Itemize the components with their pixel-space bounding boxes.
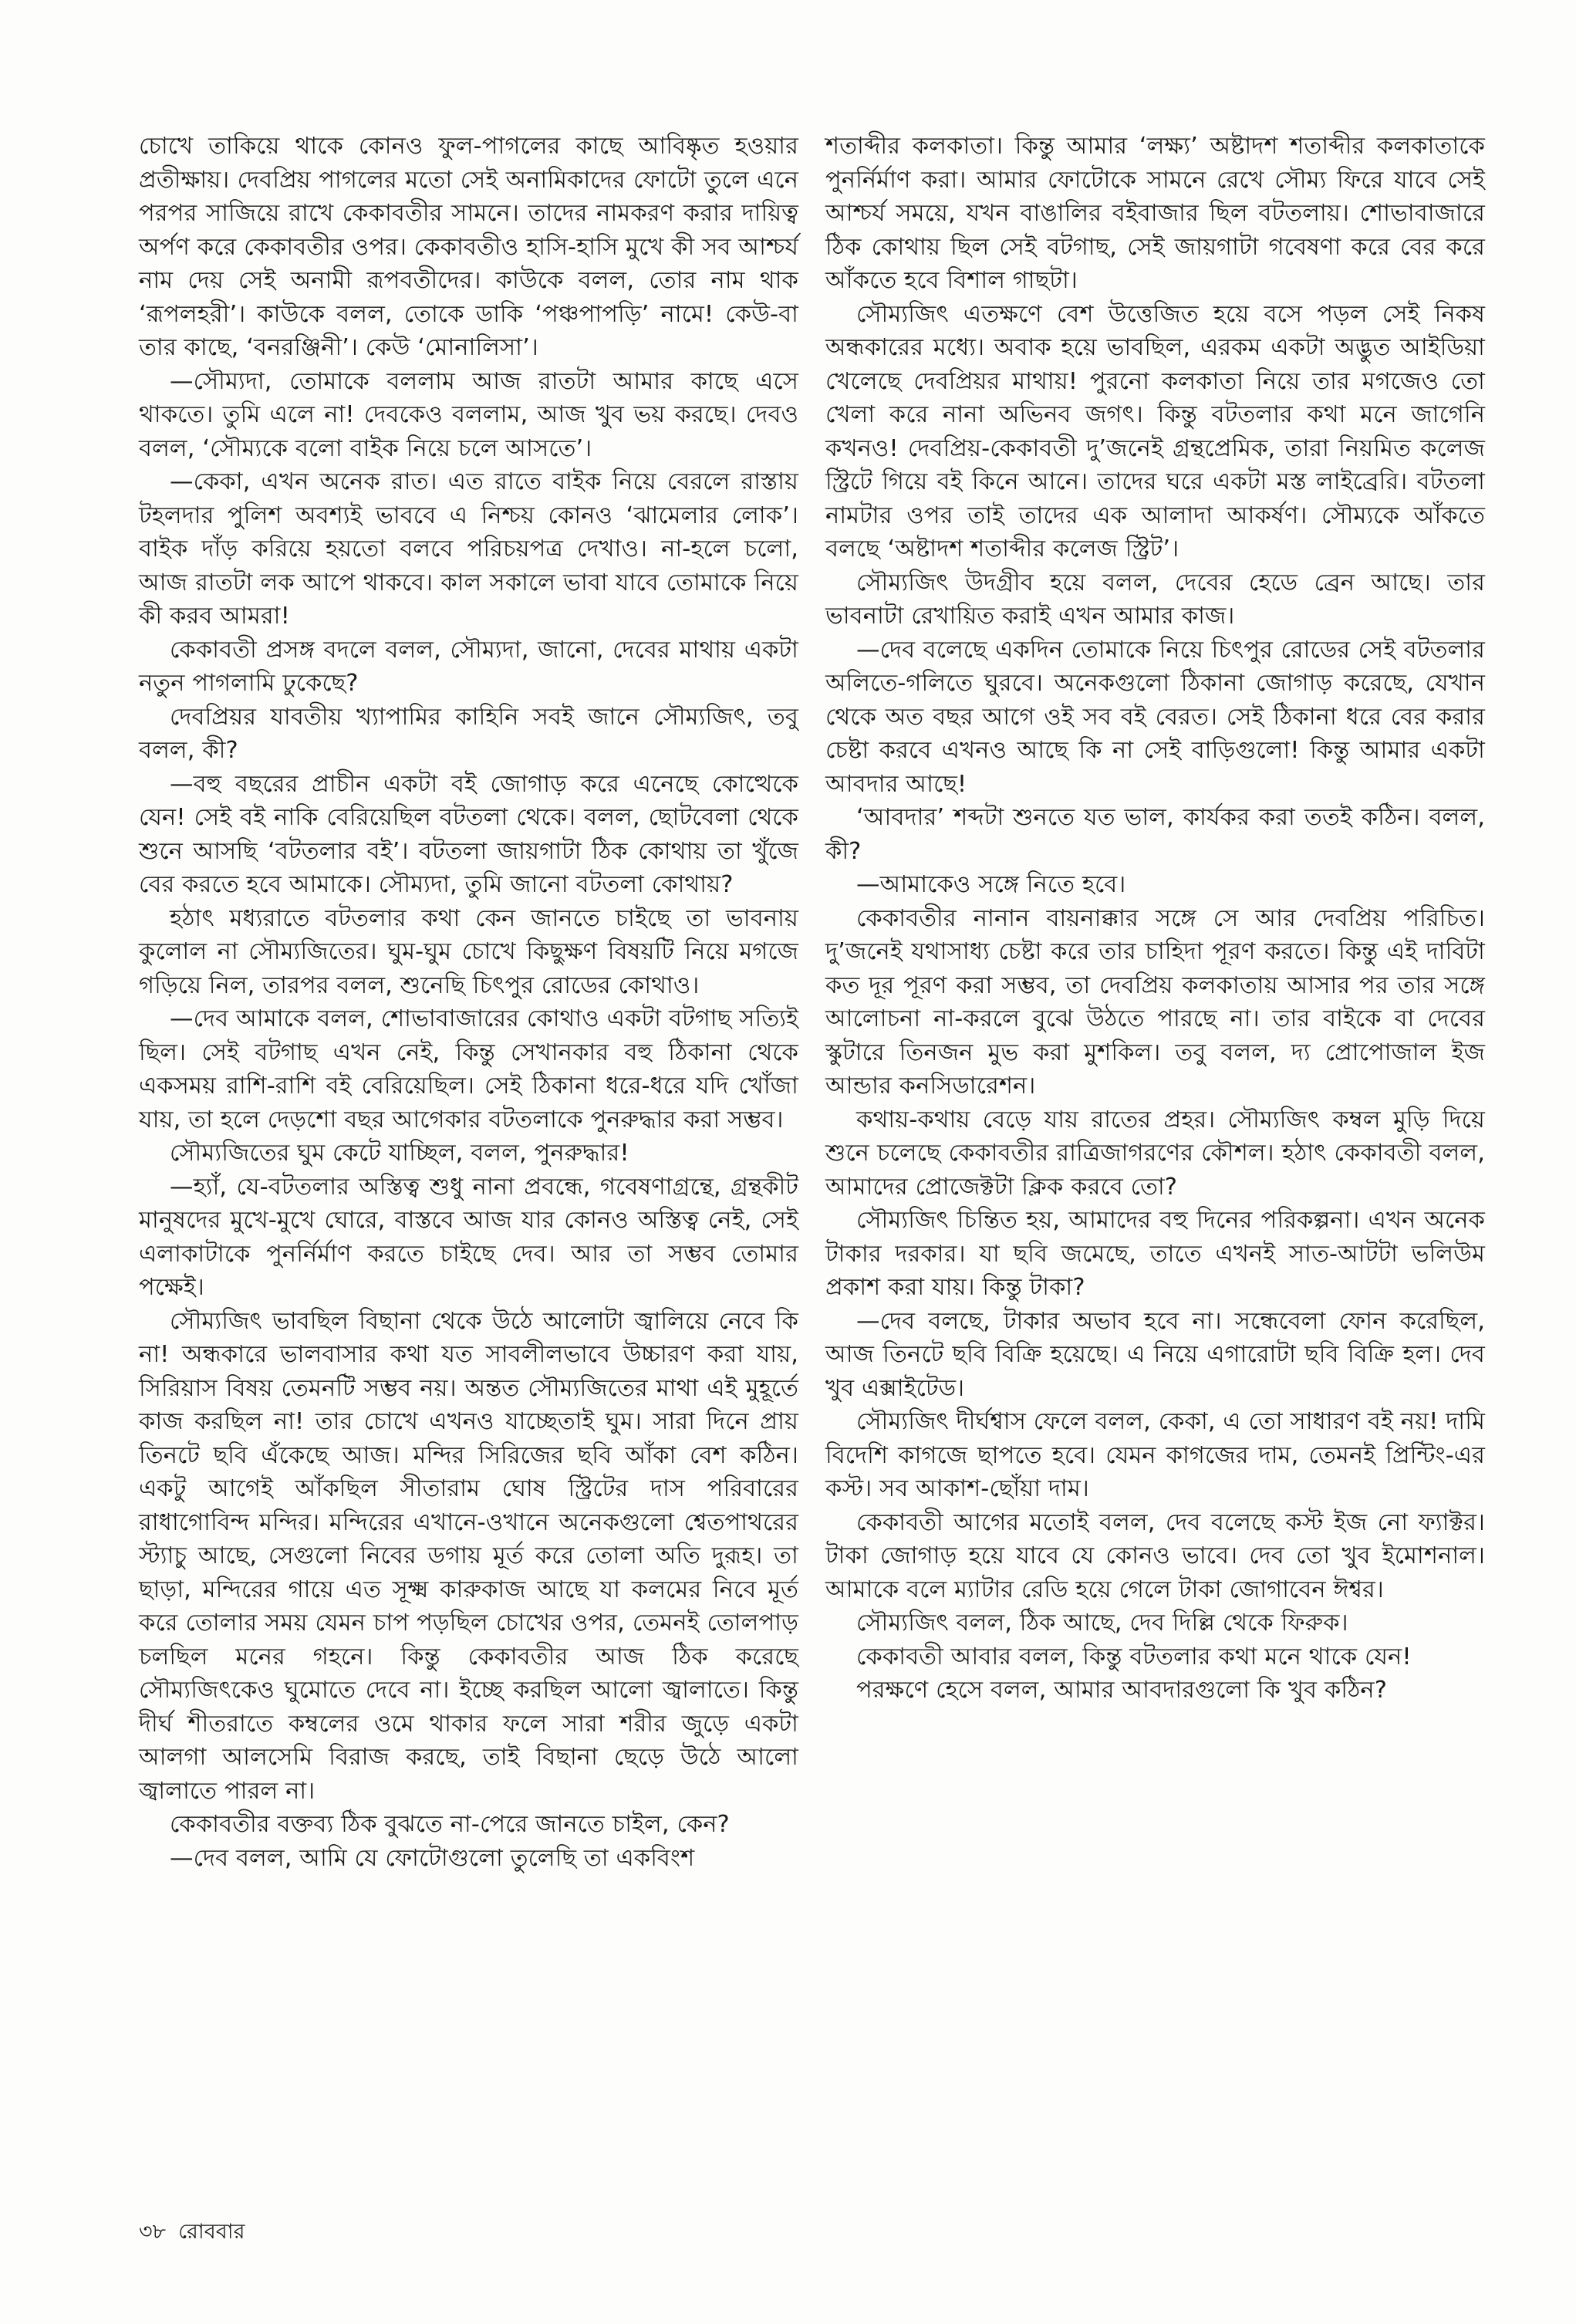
- paragraph: চোখে তাকিয়ে থাকে কোনও ফুল-পাগলের কাছে আবিষ্কৃত হওয়ার প্রতীক্ষায়। দেবপ্রিয় পাগলের মতো সেই অনামিকাদের ফোটো তুলে এনে পরপর সাজিয়ে রাখে কেকাবতীর সামনে। তাদের নামকরণ করার দায়িত্ব অর্পণ করে কেকাবতীর ওপর। কেকাবতীও হাসি-হাসি মুখে কী সব আশ্চর্য নাম দেয় সেই অনামী রূপবতীদের। কাউকে বলল, তোর নাম থাক ‘রূপলহরী’। কাউকে বলল, তোকে ডাকি ‘পঞ্চপাপড়ি’ নামে! কেউ-বা তার কাছে, ‘বনরঞ্জিনী’। কেউ ‘মোনালিসা’।: [139, 133, 798, 361]
- left-column: [139, 130, 798, 1875]
- paragraph: শতাব্দীর কলকাতা। কিন্তু আমার ‘লক্ষ্য’ অষ্টাদশ শতাব্দীর কলকাতাকে পুনর্নির্মাণ করা। আমার ফোটোকে সামনে রেখে সৌম্য ফিরে যাবে সেই আশ্চর্য সময়ে, যখন বাঙালির বইবাজার ছিল বটতলায়। শোভাবাজারে ঠিক কোথায় ছিল সেই বটগাছ, সেই জায়গাটা গবেষণা করে বের করে আঁকতে হবে বিশাল গাছটা।: [825, 133, 1485, 294]
- paragraph: —দেব বলেছে একদিন তোমাকে নিয়ে চিৎপুর রোডের সেই বটতলার অলিতে-গলিতে ঘুরবে। অনেকগুলো ঠিকানা জোগাড় করেছে, যেখান থেকে অত বছর আগে ওই সব বই বেরত। সেই ঠিকানা ধরে বের করার চেষ্টা করবে এখনও আছে কি না সেই বাড়িগুলো! কিন্তু আমার একটা আবদার আছে!: [825, 636, 1485, 798]
- paragraph: —দেব বলল, আমি যে ফোটোগুলো তুলেছি তা একবিংশ: [170, 1844, 695, 1872]
- paragraph: দেবপ্রিয়র যাবতীয় খ্যাপামির কাহিনি সবই জানে সৌম্যজিৎ, তবু বলল, কী?: [139, 703, 798, 764]
- paragraph: কেকাবতী আগের মতোই বলল, দেব বলেছে কস্ট ইজ নো ফ্যাক্টর। টাকা জোগাড় হয়ে যাবে যে কোনও ভাবে। দেব তো খুব ইমোশনাল। আমাকে বলে ম্যাটার রেডি হয়ে গেলে টাকা জোগাবেন ঈশ্বর।: [825, 1508, 1485, 1603]
- paragraph: কথায়-কথায় বেড়ে যায় রাতের প্রহর। সৌম্যজিৎ কম্বল মুড়ি দিয়ে শুনে চলেছে কেকাবতীর রাত্রিজাগরণের কৌশল। হঠাৎ কেকাবতী বলল, আমাদের প্রোজেক্টটা ক্লিক করবে তো?: [825, 1106, 1485, 1201]
- paragraph: —আমাকেও সঙ্গে নিতে হবে।: [856, 871, 1126, 898]
- paragraph: সৌম্যজিৎ উদগ্রীব হয়ে বলল, দেবের হেডে ব্রেন আছে। তার ভাবনাটা রেখায়িত করাই এখন আমার কাজ।: [825, 569, 1485, 630]
- paragraph: সৌম্যজিৎ এতক্ষণে বেশ উত্তেজিত হয়ে বসে পড়ল সেই নিকষ অন্ধকারের মধ্যে। অবাক হয়ে ভাবছিল, এরকম একটা অদ্ভুত আইডিয়া খেলেছে দেবপ্রিয়র মাথায়! পুরনো কলকাতা নিয়ে তার মগজেও তো খেলা করে নানা অভিনব জগৎ। কিন্তু বটতলার কথা মনে জাগেনি কখনও! দেবপ্রিয়-কেকাবতী দু’জনেই গ্রন্থপ্রেমিক, তারা নিয়মিত কলেজ স্ট্রিটে গিয়ে বই কিনে আনে। তাদের ঘরে একটা মস্ত লাইব্রেরি। বটতলা নামটার ওপর তাই তাদের এক আলাদা আকর্ষণ। সৌম্যকে আঁকতে বলছে ‘অষ্টাদশ শতাব্দীর কলেজ স্ট্রিট’।: [825, 300, 1485, 562]
- paragraph: কেকাবতী প্রসঙ্গ বদলে বলল, সৌম্যদা, জানো, দেবের মাথায় একটা নতুন পাগলামি ঢুকেছে?: [139, 636, 798, 697]
- paragraph: পরক্ষণে হেসে বলল, আমার আবদারগুলো কি খুব কঠিন?: [856, 1677, 1388, 1704]
- paragraph: ‘আবদার’ শব্দটা শুনতে যত ভাল, কার্যকর করা ততই কঠিন। বলল, কী?: [825, 804, 1485, 865]
- paragraph: হঠাৎ মধ্যরাতে বটতলার কথা কেন জানতে চাইছে তা ভাবনায় কুলোল না সৌম্যজিতের। ঘুম-ঘুম চোখে কিছুক্ষণ বিষয়টি নিয়ে মগজে গড়িয়ে নিল, তারপর বলল, শুনেছি চিৎপুর রোডের কোথাও।: [139, 904, 798, 999]
- paragraph: —হ্যাঁ, যে-বটতলার অস্তিত্ব শুধু নানা প্রবন্ধে, গবেষণাগ্রন্থে, গ্রন্থকীট মানুষদের মুখে-মুখে ঘোরে, বাস্তবে আজ যার কোনও অস্তিত্ব নেই, সেই এলাকাটাকে পুনর্নির্মাণ করতে চাইছে দেব। আর তা সম্ভব তোমার পক্ষেই।: [139, 1173, 798, 1301]
- right-column: [825, 130, 1485, 1708]
- paragraph: —দেব বলছে, টাকার অভাব হবে না। সন্ধেবেলা ফোন করেছিল, আজ তিনটে ছবি বিক্রি হয়েছে। এ নিয়ে এগারোটা ছবি বিক্রি হল। দেব খুব এক্সাইটেড।: [825, 1307, 1485, 1402]
- paragraph: —বহু বছরের প্রাচীন একটা বই জোগাড় করে এনেছে কোত্থেকে যেন! সেই বই নাকি বেরিয়েছিল বটতলা থেকে। বলল, ছোটবেলা থেকে শুনে আসছি ‘বটতলার বই’। বটতলা জায়গাটা ঠিক কোথায় তা খুঁজে বের করতে হবে আমাকে। সৌম্যদা, তুমি জানো বটতলা কোথায়?: [139, 770, 798, 898]
- paragraph: কেকাবতীর বক্তব্য ঠিক বুঝতে না-পেরে জানতে চাইল, কেন?: [170, 1811, 730, 1838]
- page-number: ৩৮: [139, 2220, 167, 2244]
- page-footer: [139, 2216, 257, 2251]
- paragraph: কেকাবতী আবার বলল, কিন্তু বটতলার কথা মনে থাকে যেন!: [856, 1643, 1412, 1670]
- paragraph: কেকাবতীর নানান বায়নাক্কার সঙ্গে সে আর দেবপ্রিয় পরিচিত। দু’জনেই যথাসাধ্য চেষ্টা করে তার চাহিদা পূরণ করতে। কিন্তু এই দাবিটা কত দূর পূরণ করা সম্ভব, তা দেবপ্রিয় কলকাতায় আসার পর তার সঙ্গে আলোচনা না-করলে বুঝে উঠতে পারছে না। তার বাইকে বা দেবের স্কুটারে তিনজন মুভ করা মুশকিল। তবু বলল, দ্য প্রোপোজাল ইজ আন্ডার কনসিডারেশন।: [825, 904, 1485, 1100]
- paragraph: —দেব আমাকে বলল, শোভাবাজারের কোথাও একটা বটগাছ সত্যিই ছিল। সেই বটগাছ এখন নেই, কিন্তু সেখানকার বহু ঠিকানা থেকে একসময় রাশি-রাশি বই বেরিয়েছিল। সেই ঠিকানা ধরে-ধরে যদি খোঁজা যায়, তা হলে দেড়শো বছর আগেকার বটতলাকে পুনরুদ্ধার করা সম্ভব।: [139, 1005, 798, 1133]
- paragraph: সৌম্যজিৎ দীর্ঘশ্বাস ফেলে বলল, কেকা, এ তো সাধারণ বই নয়! দামি বিদেশি কাগজে ছাপতে হবে। যেমন কাগজের দাম, তেমনই প্রিন্টিং-এর কস্ট। সব আকাশ-ছোঁয়া দাম।: [825, 1408, 1485, 1502]
- paragraph: সৌম্যজিৎ ভাবছিল বিছানা থেকে উঠে আলোটা জ্বালিয়ে নেবে কি না! অন্ধকারে ভালবাসার কথা যত সাবলীলভাবে উচ্চারণ করা যায়, সিরিয়াস বিষয় তেমনটি সম্ভব নয়। অন্তত সৌম্যজিতের মাথা এই মুহূর্তে কাজ করছিল না! তার চোখে এখনও যাচ্ছেতাই ঘুম। সারা দিনে প্রায় তিনটে ছবি এঁকেছে আজ। মন্দির সিরিজের ছবি আঁকা বেশ কঠিন। একটু আগেই আঁকছিল সীতারাম ঘোষ স্ট্রিটের দাস পরিবারের রাধাগোবিন্দ মন্দির। মন্দিরের এখানে-ওখানে অনেকগুলো শ্বেতপাথরের স্ট্যাচু আছে, সেগুলো নিবের ডগায় মূর্ত করে তোলা অতি দুরূহ। তা ছাড়া, মন্দিরের গায়ে এত সূক্ষ্ম কারুকাজ আছে যা কলমের নিবে মূর্ত করে তোলার সময় যেমন চাপ পড়ছিল চোখের ওপর, তেমনই তোলপাড় চলছিল মনের গহনে। কিন্তু কেকাবতীর আজ ঠিক করেছে সৌম্যজিৎকেও ঘুমোতে দেবে না। ইচ্ছে করছিল আলো জ্বালাতে। কিন্তু দীর্ঘ শীতরাতে কম্বলের ওমে থাকার ফলে সারা শরীর জুড়ে একটা আলগা আলসেমি বিরাজ করছে, তাই বিছানা ছেড়ে উঠে আলো জ্বালাতে পারল না।: [139, 1307, 798, 1805]
- paragraph: সৌম্যজিৎ বলল, ঠিক আছে, দেব দিল্লি থেকে ফিরুক।: [856, 1610, 1348, 1637]
- paragraph: সৌম্যজিৎ চিন্তিত হয়, আমাদের বহু দিনের পরিকল্পনা। এখন অনেক টাকার দরকার। যা ছবি জমেছে, তাতে এখনই সাত-আটটা ভলিউম প্রকাশ করা যায়। কিন্তু টাকা?: [825, 1207, 1485, 1301]
- publication-name: রোববার: [178, 2220, 245, 2244]
- paragraph: —সৌম্যদা, তোমাকে বললাম আজ রাতটা আমার কাছে এসে থাকতে। তুমি এলে না! দেবকেও বললাম, আজ খুব ভয় করছে। দেবও বলল, ‘সৌম্যকে বলো বাইক নিয়ে চলে আসতে’।: [139, 367, 798, 462]
- paragraph: —কেকা, এখন অনেক রাত। এত রাতে বাইক নিয়ে বেরলে রাস্তায় টহলদার পুলিশ অবশ্যই ভাববে এ নিশ্চয় কোনও ‘ঝামেলার লোক’। বাইক দাঁড় করিয়ে হয়তো বলবে পরিচয়পত্র দেখাও। না-হলে চলো, আজ রাতটা লক আপে থাকবে। কাল সকালে ভাবা যাবে তোমাকে নিয়ে কী করব আমরা!: [139, 468, 798, 630]
- paragraph: সৌম্যজিতের ঘুম কেটে যাচ্ছিল, বলল, পুনরুদ্ধার!: [170, 1140, 629, 1167]
